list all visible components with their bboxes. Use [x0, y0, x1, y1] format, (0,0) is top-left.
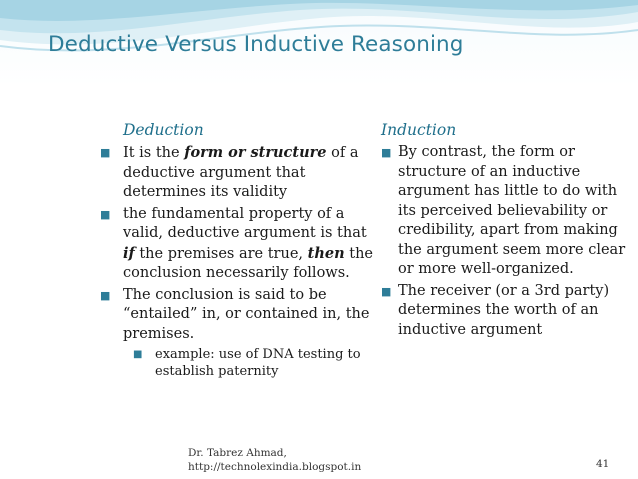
- deduction-heading: Deduction: [123, 121, 204, 139]
- induction-heading: Induction: [381, 121, 457, 139]
- deduction-list: [100, 143, 374, 380]
- induction-list: [381, 143, 631, 340]
- item-text: The receiver (or a 3rd party) determines the worth of an inductive argument: [398, 282, 610, 338]
- footer-credit: [188, 446, 361, 474]
- slide-title: Deductive Versus Inductive Reasoning: [48, 32, 464, 57]
- list-item: [100, 143, 373, 203]
- item-text: It is the: [123, 145, 185, 161]
- bullet-square-icon: ■: [100, 288, 111, 302]
- item-text: the conclusion necessarily follows.: [123, 245, 374, 281]
- footer-author: Dr. Tabrez Ahmad,: [188, 447, 287, 459]
- bullet-square-icon: ■: [133, 349, 143, 360]
- item-emphasis: then: [307, 244, 345, 262]
- footer-url[interactable]: http://technolexindia.blogspot.in: [188, 461, 362, 473]
- sub-item-text: example: use of DNA testing to establish paternity: [155, 347, 361, 379]
- deduction-column: [100, 121, 374, 382]
- bullet-square-icon: ■: [100, 146, 111, 159]
- bullet-square-icon: ■: [381, 284, 392, 298]
- page-number: 41: [596, 458, 610, 470]
- sub-list-item: [133, 346, 373, 380]
- item-text: the fundamental property of a valid, deductive argument is that: [123, 205, 367, 241]
- list-item: [100, 286, 373, 381]
- item-text: The conclusion is said to be “entailed” in, or contained in, the premises.: [123, 286, 370, 342]
- bullet-square-icon: ■: [381, 146, 392, 159]
- item-text: of a deductive argument that determines its validity: [123, 145, 359, 200]
- bullet-square-icon: ■: [100, 207, 111, 221]
- item-emphasis: if: [123, 244, 135, 262]
- sub-list: [123, 346, 373, 380]
- list-item: [381, 282, 631, 341]
- list-item: [100, 205, 373, 284]
- item-text: By contrast, the form or structure of an inductive argument has little to do with its perceived believability or credibility, apart from making the argument seem more clear or more well-organized.: [398, 144, 626, 277]
- item-text: the premises are true,: [134, 245, 308, 262]
- induction-column: [381, 121, 631, 342]
- item-emphasis: form or structure: [184, 144, 327, 161]
- list-item: [381, 143, 631, 280]
